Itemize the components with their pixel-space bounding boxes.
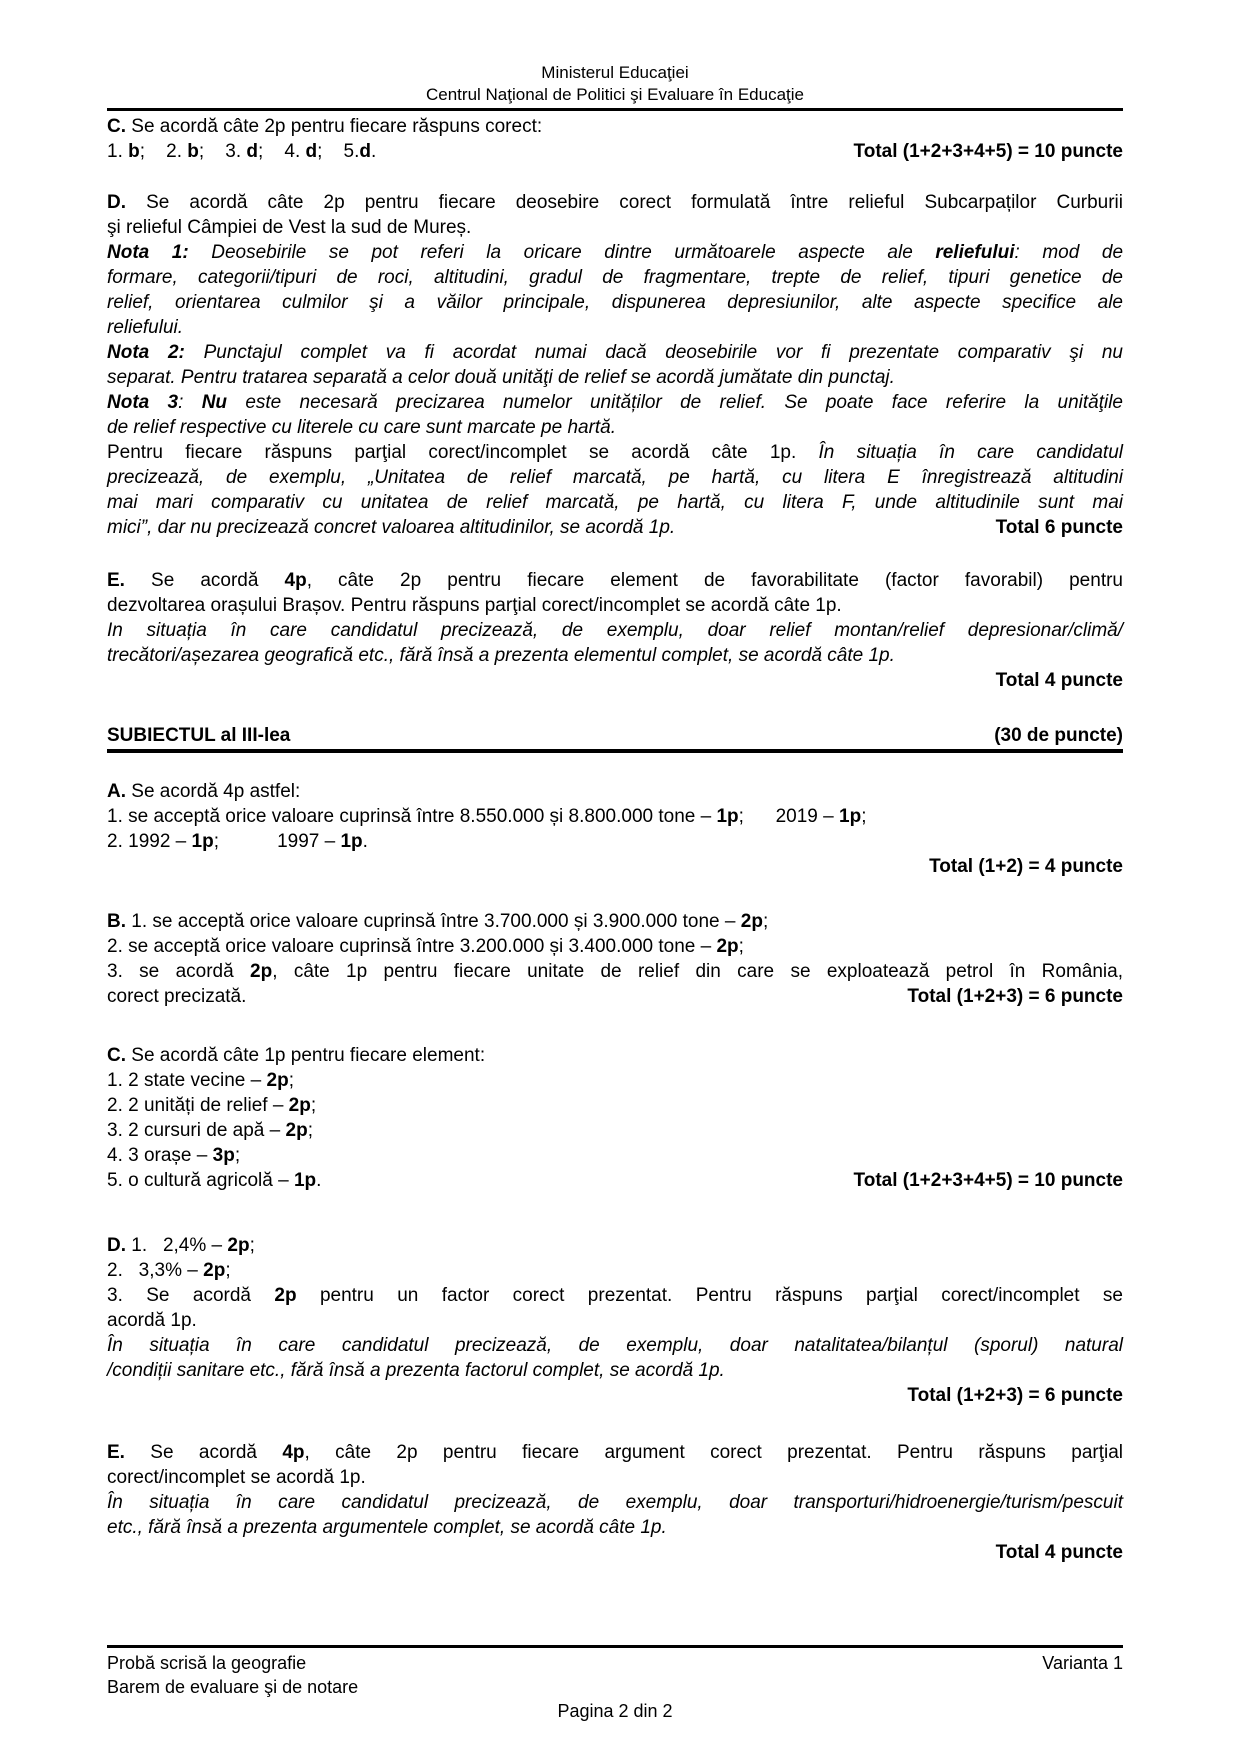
text-segment: 2p bbox=[227, 1235, 250, 1256]
text-segment: Punctajul complet va fi acordat numai dacă deosebirile vor fi prezentate comparativ şi nu bbox=[184, 342, 1123, 363]
text-segment: mai mari comparativ cu unitatea de relief marcată, pe hartă, cu litera F, unde altitudinile sunt mai bbox=[107, 492, 1123, 513]
text-line bbox=[107, 1283, 1123, 1308]
text-segment: ; bbox=[225, 1260, 231, 1281]
text-segment: separat. Pentru tratarea separată a celor două unităţi de relief se acordă jumătate din punctaj. bbox=[107, 367, 895, 388]
text-segment: 1p bbox=[839, 806, 862, 827]
text-segment: 1p bbox=[716, 806, 739, 827]
text-line bbox=[107, 215, 1123, 240]
text-segment: relief, orientarea culmilor şi a văilor principale, dispunerea depresiunilor, alte aspecte specifice ale bbox=[107, 292, 1123, 313]
text-segment: corect precizată. bbox=[107, 986, 247, 1007]
text-segment: , câte 2p pentru fiecare element de favorabilitate (factor favorabil) pentru bbox=[306, 570, 1123, 591]
text-segment: d bbox=[305, 141, 318, 162]
text-segment: 3. 2 cursuri de apă – bbox=[107, 1120, 286, 1141]
text-line bbox=[107, 1515, 1123, 1540]
text-segment: 1p bbox=[293, 1170, 317, 1191]
text-segment: 1. bbox=[107, 141, 129, 162]
text-segment: În situația în care candidatul precizează, de exemplu, doar transporturi/hidroenergie/turism/pescuit bbox=[107, 1492, 1123, 1513]
text-segment: , câte 2p pentru fiecare argument corect prezentat. Pentru răspuns parţial bbox=[304, 1442, 1124, 1463]
text-line bbox=[107, 1258, 1123, 1283]
text-segment: 1p bbox=[191, 831, 214, 852]
total-row bbox=[107, 854, 1123, 879]
text-segment: ; bbox=[234, 1145, 241, 1166]
text-segment: 2p bbox=[716, 936, 739, 957]
text-segment: În situația în care candidatul precizează, de exemplu, doar natalitatea/bilanțul (sporul) natural bbox=[107, 1335, 1123, 1356]
row-left-text bbox=[107, 139, 376, 164]
text-line bbox=[107, 1308, 1123, 1333]
text-segment: C. bbox=[107, 116, 126, 137]
heading-title bbox=[107, 723, 290, 748]
text-segment: E. bbox=[107, 570, 125, 591]
total-points bbox=[996, 668, 1123, 693]
text-segment: În situația în care candidatul bbox=[818, 442, 1124, 463]
text-segment: este necesară precizarea numelor unităților de relief. Se poate face referire la unităţile bbox=[227, 392, 1124, 413]
text-line bbox=[107, 390, 1123, 415]
text-segment: ; 5. bbox=[317, 141, 360, 162]
footer-barem-line: Barem de evaluare şi de notare bbox=[107, 1677, 359, 1697]
text-segment: 2. 3,3% – bbox=[107, 1260, 204, 1281]
text-segment: trecători/așezarea geografică etc., fără însă a prezenta elementul complet, se acordă câte 1p. bbox=[107, 645, 895, 666]
footer-variant: Varianta 1 bbox=[1042, 1653, 1123, 1673]
text-line bbox=[107, 1465, 1123, 1490]
text-line bbox=[107, 440, 1123, 465]
text-segment: ; bbox=[310, 1095, 317, 1116]
text-line bbox=[107, 1358, 1123, 1383]
total-points bbox=[996, 1540, 1123, 1565]
text-segment: mici”, dar nu precizează concret valoarea altitudinilor, se acordă 1p. bbox=[107, 517, 676, 538]
text-line bbox=[107, 1043, 1123, 1068]
text-segment: Nota 1: bbox=[107, 242, 189, 263]
text-segment: de relief respective cu literele cu care sunt marcate pe hartă. bbox=[107, 417, 617, 438]
text-segment: d bbox=[359, 141, 372, 162]
text-line bbox=[107, 1118, 1123, 1143]
text-line bbox=[107, 779, 1123, 804]
text-segment: b bbox=[187, 141, 199, 162]
text-line bbox=[107, 804, 1123, 829]
text-segment: (30 de puncte) bbox=[994, 725, 1123, 746]
paragraph-gap bbox=[107, 540, 1123, 568]
text-segment: Se acordă câte 2p pentru fiecare răspuns corect: bbox=[126, 116, 543, 137]
text-segment: ; 3. bbox=[198, 141, 247, 162]
text-segment: acordă 1p. bbox=[107, 1310, 197, 1331]
text-line bbox=[107, 415, 1123, 440]
text-line bbox=[107, 1440, 1123, 1465]
text-segment: 2. 2 unități de relief – bbox=[107, 1095, 289, 1116]
text-segment: : bbox=[178, 392, 202, 413]
total-points bbox=[854, 139, 1123, 164]
page-content bbox=[107, 62, 1123, 1565]
text-segment: . bbox=[316, 1170, 322, 1191]
text-segment: D. bbox=[107, 1235, 126, 1256]
paragraph-gap bbox=[107, 879, 1123, 909]
text-segment: ; bbox=[762, 911, 769, 932]
text-segment: 1p bbox=[340, 831, 363, 852]
text-segment: . bbox=[362, 831, 368, 852]
text-segment: Total 4 puncte bbox=[995, 1542, 1123, 1563]
total-row bbox=[107, 1540, 1123, 1565]
text-line bbox=[107, 315, 1123, 340]
text-line bbox=[107, 1490, 1123, 1515]
text-segment: 2p bbox=[203, 1260, 226, 1281]
text-line bbox=[107, 1093, 1123, 1118]
doc-footer bbox=[107, 1645, 1123, 1723]
total-points bbox=[907, 984, 1123, 1009]
text-segment: 1. se acceptă orice valoare cuprinsă între 3.700.000 și 3.900.000 tone – bbox=[126, 911, 741, 932]
text-segment: Nu bbox=[201, 392, 228, 413]
text-segment: 1. 2 state vecine – bbox=[107, 1070, 267, 1091]
text-segment: ; 2. bbox=[139, 141, 188, 162]
total-row bbox=[107, 139, 1123, 164]
section-heading bbox=[107, 723, 1123, 753]
paragraph-gap bbox=[107, 1009, 1123, 1043]
text-segment: 2. 1992 – bbox=[107, 831, 192, 852]
text-segment: reliefului bbox=[935, 242, 1015, 263]
text-segment: ; 1997 – bbox=[213, 831, 341, 852]
text-segment: /condiții sanitare etc., fără însă a prezenta factorul complet, se acordă 1p. bbox=[107, 1360, 725, 1381]
text-segment: 2p bbox=[274, 1285, 297, 1306]
text-line bbox=[107, 114, 1123, 139]
heading-points bbox=[994, 723, 1123, 748]
total-row bbox=[107, 1168, 1123, 1193]
text-segment: C. bbox=[107, 1045, 126, 1066]
text-segment: 4. 3 orașe – bbox=[107, 1145, 213, 1166]
ministry-line: Ministerul Educaţiei bbox=[541, 63, 689, 82]
text-segment: 4p bbox=[284, 570, 307, 591]
text-line bbox=[107, 1143, 1123, 1168]
total-row bbox=[107, 668, 1123, 693]
text-segment: SUBIECTUL al III-lea bbox=[107, 725, 291, 746]
text-line bbox=[107, 959, 1123, 984]
text-segment: Se acordă 4p astfel: bbox=[126, 781, 301, 802]
text-segment: 1. se acceptă orice valoare cuprinsă între 8.550.000 și 8.800.000 tone – bbox=[107, 806, 717, 827]
text-segment: ; 4. bbox=[258, 141, 306, 162]
text-segment: B. bbox=[107, 911, 126, 932]
text-segment: d bbox=[246, 141, 259, 162]
row-left-text bbox=[107, 1168, 321, 1193]
text-line bbox=[107, 593, 1123, 618]
text-segment: Deosebirile se pot referi la oricare dintre următoarele aspecte ale bbox=[188, 242, 936, 263]
text-segment: ; bbox=[249, 1235, 255, 1256]
text-segment: , câte 1p pentru fiecare unitate de relief din care se exploatează petrol în România, bbox=[272, 961, 1123, 982]
text-segment: Total 6 puncte bbox=[995, 517, 1123, 538]
doc-header bbox=[107, 62, 1123, 111]
text-segment: 2. se acceptă orice valoare cuprinsă între 3.200.000 și 3.400.000 tone – bbox=[107, 936, 717, 957]
text-segment: ; bbox=[861, 806, 867, 827]
text-line bbox=[107, 490, 1123, 515]
text-segment: Nota 3 bbox=[107, 392, 179, 413]
text-segment: 2p bbox=[288, 1095, 311, 1116]
footer-exam-subject: Probă scrisă la geografie bbox=[107, 1653, 307, 1673]
text-segment: ; bbox=[288, 1070, 294, 1091]
total-row bbox=[107, 1383, 1123, 1408]
text-segment: Total (1+2+3) = 6 puncte bbox=[907, 1385, 1123, 1406]
text-line bbox=[107, 1068, 1123, 1093]
text-segment: 3. Se acordă bbox=[107, 1285, 275, 1306]
text-segment: ; bbox=[738, 936, 744, 957]
footer-page-number: Pagina 2 din 2 bbox=[557, 1701, 673, 1721]
text-segment: D. bbox=[107, 192, 126, 213]
total-row bbox=[107, 515, 1123, 540]
text-line bbox=[107, 829, 1123, 854]
text-segment: b bbox=[128, 141, 140, 162]
national-center-line: Centrul Naţional de Politici şi Evaluare în Educaţie bbox=[426, 85, 804, 104]
text-segment: In situația în care candidatul precizează, de exemplu, doar relief montan/relief depresionar/climă/ bbox=[107, 620, 1123, 641]
text-segment: A. bbox=[107, 781, 126, 802]
total-row bbox=[107, 984, 1123, 1009]
text-segment: Se acordă câte 2p pentru fiecare deosebire corect formulată între relieful Subcarpaților Curburii bbox=[126, 192, 1123, 213]
text-segment: 1. 2,4% – bbox=[126, 1235, 228, 1256]
text-segment: Se acordă bbox=[124, 570, 285, 591]
doc-body bbox=[107, 114, 1123, 1565]
total-points bbox=[854, 1168, 1123, 1193]
text-line bbox=[107, 465, 1123, 490]
text-line bbox=[107, 265, 1123, 290]
text-segment: Pentru fiecare răspuns parţial corect/incomplet se acordă câte 1p. bbox=[107, 442, 819, 463]
footer-row-1 bbox=[107, 1651, 1123, 1675]
text-segment: Total (1+2+3) = 6 puncte bbox=[907, 986, 1123, 1007]
text-line bbox=[107, 934, 1123, 959]
total-points bbox=[996, 515, 1123, 540]
text-segment: 5. o cultură agricolă – bbox=[107, 1170, 294, 1191]
text-segment: Se acordă câte 1p pentru fiecare element: bbox=[126, 1045, 486, 1066]
text-segment: : mod de bbox=[1014, 242, 1124, 263]
text-segment: 3p bbox=[212, 1145, 235, 1166]
text-line bbox=[107, 568, 1123, 593]
text-segment: Nota 2: bbox=[107, 342, 185, 363]
text-segment: reliefului. bbox=[107, 317, 184, 338]
paragraph-gap bbox=[107, 1193, 1123, 1233]
text-segment: ; bbox=[307, 1120, 313, 1141]
paragraph-gap bbox=[107, 1408, 1123, 1440]
text-segment: şi relieful Câmpiei de Vest la sud de Mureș. bbox=[107, 217, 472, 238]
text-segment: Total (1+2+3+4+5) = 10 puncte bbox=[853, 141, 1123, 162]
paragraph-gap bbox=[107, 693, 1123, 723]
text-line bbox=[107, 1333, 1123, 1358]
text-line bbox=[107, 290, 1123, 315]
text-line bbox=[107, 240, 1123, 265]
text-line bbox=[107, 643, 1123, 668]
paragraph-gap bbox=[107, 164, 1123, 190]
total-points bbox=[929, 854, 1123, 879]
text-segment: 2p bbox=[285, 1120, 308, 1141]
text-segment: 4p bbox=[282, 1442, 305, 1463]
text-segment: ; 2019 – bbox=[738, 806, 839, 827]
text-segment: corect/incomplet se acordă 1p. bbox=[107, 1467, 366, 1488]
text-segment: 3. se acordă bbox=[107, 961, 251, 982]
total-points bbox=[907, 1383, 1123, 1408]
text-line bbox=[107, 1233, 1123, 1258]
text-segment: 2p bbox=[740, 911, 763, 932]
text-segment: formare, categorii/tipuri de roci, altitudini, gradul de fragmentare, trepte de relief, tipuri genetice de bbox=[107, 267, 1123, 288]
text-line bbox=[107, 365, 1123, 390]
paragraph-gap bbox=[107, 753, 1123, 779]
text-segment: dezvoltarea orașului Brașov. Pentru răspuns parţial corect/incomplet se acordă câte 1p. bbox=[107, 595, 842, 616]
text-line bbox=[107, 909, 1123, 934]
text-segment: 2p bbox=[250, 961, 273, 982]
text-segment: 2p bbox=[266, 1070, 289, 1091]
text-line bbox=[107, 340, 1123, 365]
row-left-text bbox=[107, 515, 675, 540]
text-line bbox=[107, 190, 1123, 215]
text-segment: Total 4 puncte bbox=[995, 670, 1123, 691]
text-segment: E. bbox=[107, 1442, 125, 1463]
text-segment: Total (1+2) = 4 puncte bbox=[929, 856, 1123, 877]
text-line bbox=[107, 618, 1123, 643]
text-segment: Se acordă bbox=[124, 1442, 283, 1463]
text-segment: Total (1+2+3+4+5) = 10 puncte bbox=[853, 1170, 1123, 1191]
text-segment: . bbox=[371, 141, 377, 162]
text-segment: precizează, de exemplu, „Unitatea de relief marcată, pe hartă, cu litera E înregistrează altitudini bbox=[107, 467, 1123, 488]
text-segment: pentru un factor corect prezentat. Pentru răspuns parţial corect/incomplet se bbox=[296, 1285, 1123, 1306]
text-segment: etc., fără însă a prezenta argumentele complet, se acordă câte 1p. bbox=[107, 1517, 667, 1538]
row-left-text bbox=[107, 984, 246, 1009]
